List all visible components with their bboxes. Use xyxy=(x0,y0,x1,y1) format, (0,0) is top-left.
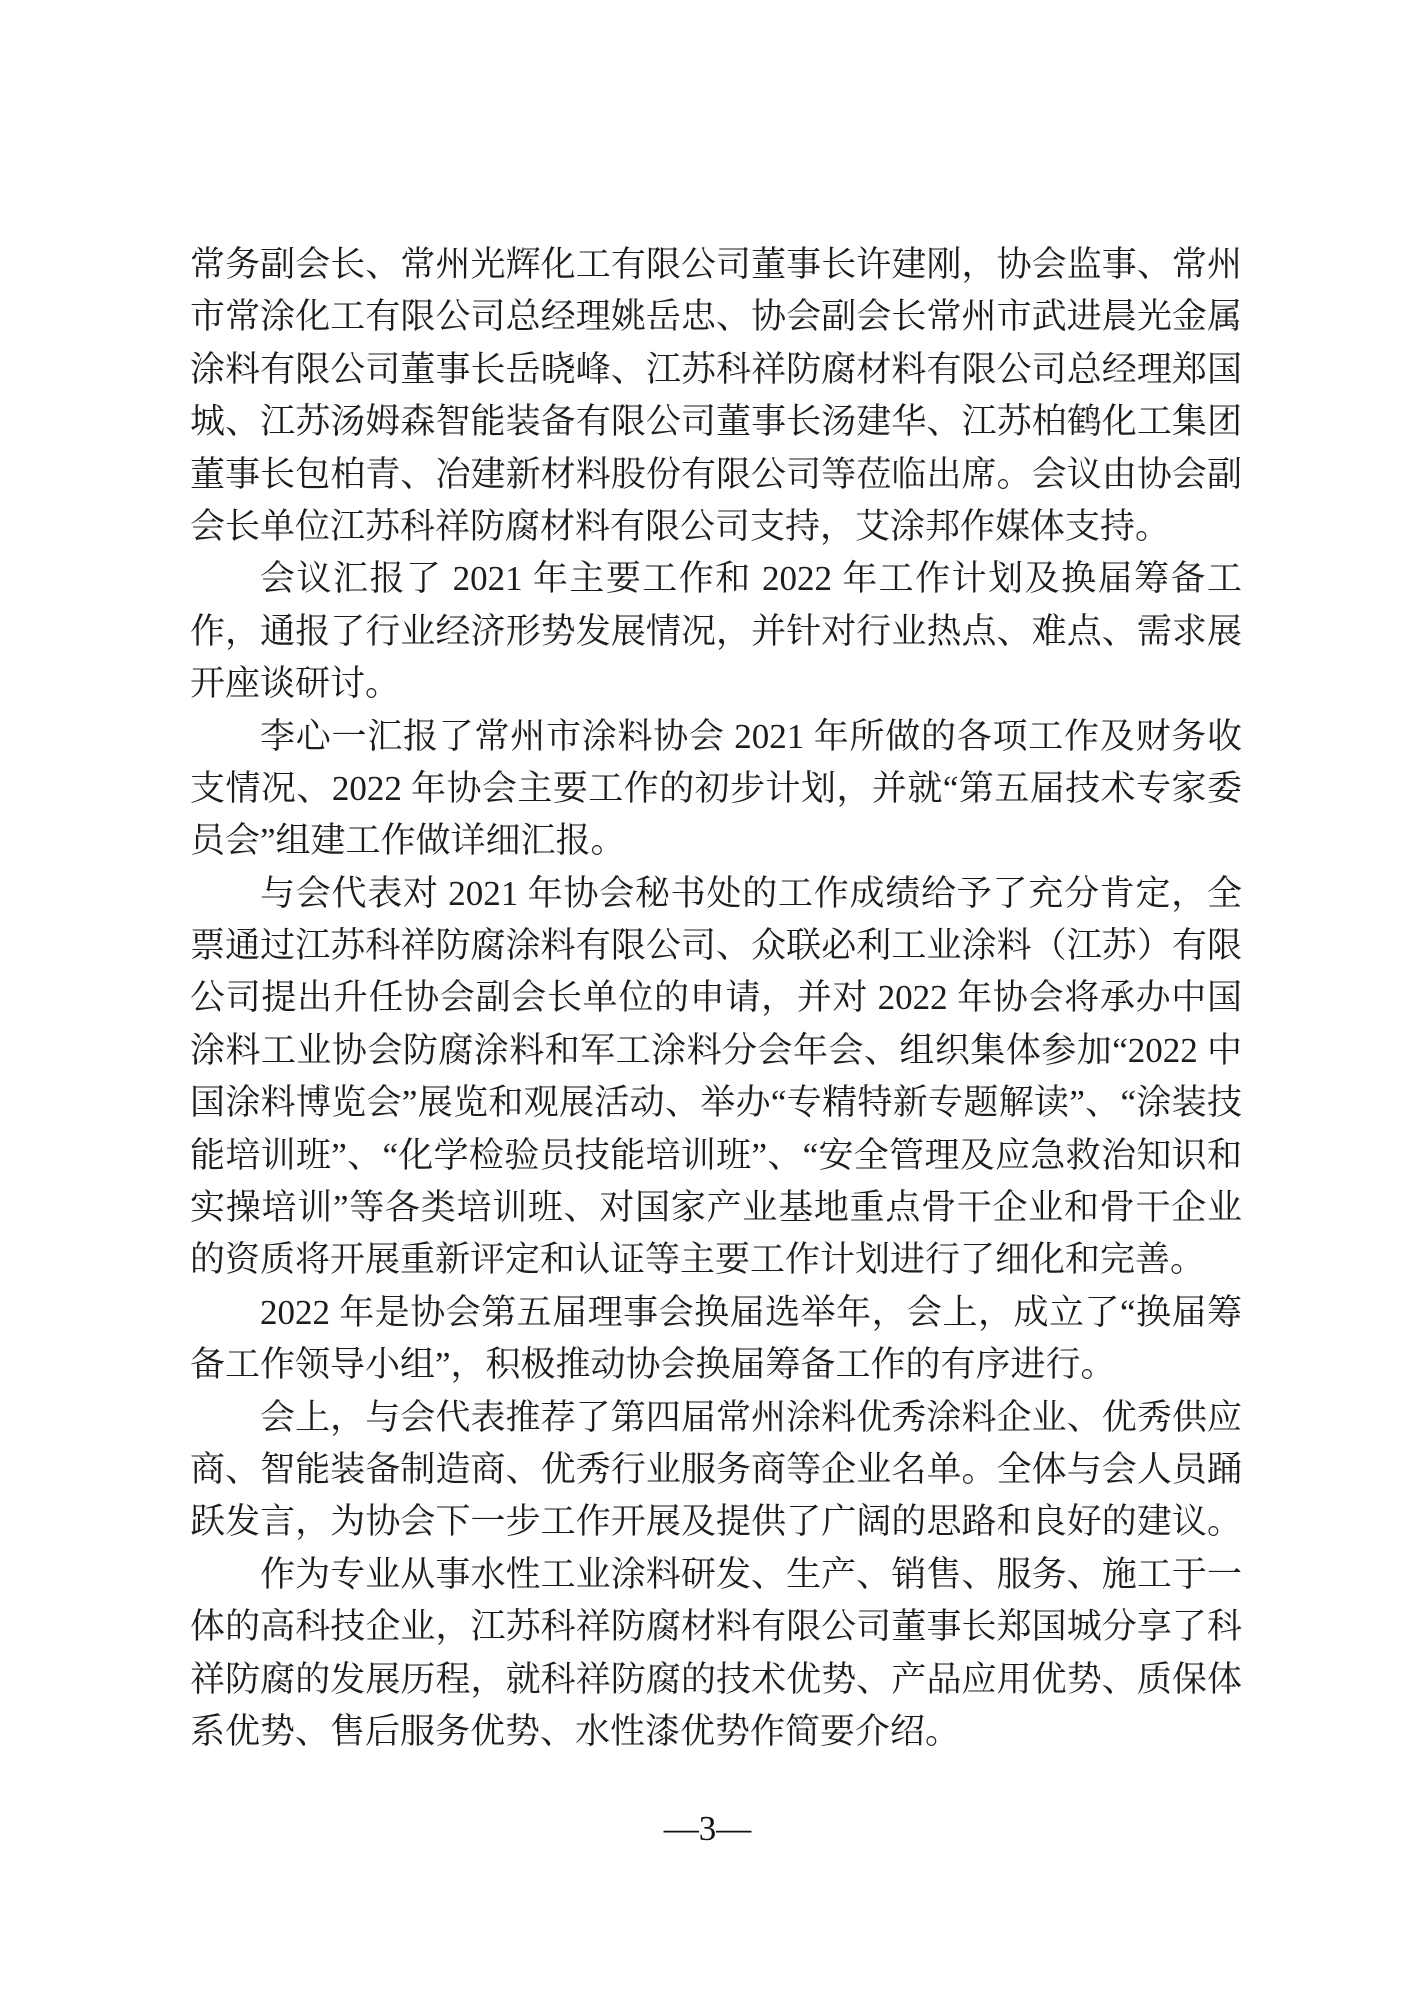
text-line: 会议汇报了 2021 年主要工作和 2022 年工作计划及换届筹备工 xyxy=(260,559,1242,599)
text-line: 常务副会长、常州光辉化工有限公司董事长许建刚，协会监事、常州 xyxy=(190,245,1242,284)
document-body xyxy=(190,239,1242,1758)
text-line: 祥防腐的发展历程，就科祥防腐的技术优势、产品应用优势、质保体 xyxy=(190,1659,1242,1699)
text-line: 市常涂化工有限公司总经理姚岳忠、协会副会长常州市武进晨光金属 xyxy=(190,297,1242,337)
text-line: 实操培训”等各类培训班、对国家产业基地重点骨干企业和骨干企业 xyxy=(190,1188,1242,1228)
text-line: 体的高科技企业，江苏科祥防腐材料有限公司董事长郑国城分享了科 xyxy=(190,1607,1242,1647)
text-line: 涂料有限公司董事长岳晓峰、江苏科祥防腐材料有限公司总经理郑国 xyxy=(190,349,1242,389)
text-line: 作为专业从事水性工业涂料研发、生产、销售、服务、施工于一 xyxy=(260,1554,1242,1594)
text-line: 涂料工业协会防腐涂料和军工涂料分会年会、组织集体参加“2022 中 xyxy=(190,1030,1242,1070)
text-line: 能培训班”、“化学检验员技能培训班”、“安全管理及应急救治知识和 xyxy=(190,1135,1242,1175)
text-line: 会长单位江苏科祥防腐材料有限公司支持，艾涂邦作媒体支持。 xyxy=(190,506,1171,546)
text-line: 李心一汇报了常州市涂料协会 2021 年所做的各项工作及财务收 xyxy=(260,716,1242,756)
text-line: 国涂料博览会”展览和观展活动、举办“专精特新专题解读”、“涂装技 xyxy=(190,1083,1242,1123)
text-line: 董事长包柏青、冶建新材料股份有限公司等莅临出席。会议由协会副 xyxy=(190,454,1242,494)
text-line: 作，通报了行业经济形势发展情况，并针对行业热点、难点、需求展 xyxy=(190,611,1242,651)
text-line: 备工作领导小组”，积极推动协会换届筹备工作的有序进行。 xyxy=(190,1345,1116,1385)
text-line: 会上，与会代表推荐了第四届常州涂料优秀涂料企业、优秀供应 xyxy=(260,1397,1242,1437)
text-line: 支情况、2022 年协会主要工作的初步计划，并就“第五届技术专家委 xyxy=(190,768,1242,808)
text-line: 系优势、售后服务优势、水性漆优势作简要介绍。 xyxy=(190,1711,961,1751)
text-line: 与会代表对 2021 年协会秘书处的工作成绩给予了充分肯定，全 xyxy=(260,873,1242,913)
text-line: 跃发言，为协会下一步工作开展及提供了广阔的思路和良好的建议。 xyxy=(190,1502,1242,1542)
text-line: 城、江苏汤姆森智能装备有限公司董事长汤建华、江苏柏鹤化工集团 xyxy=(190,402,1242,442)
text-line: 开座谈研讨。 xyxy=(190,664,401,704)
text-line: 2022 年是协会第五届理事会换届选举年，会上，成立了“换届筹 xyxy=(260,1292,1242,1332)
text-line: 票通过江苏科祥防腐涂料有限公司、众联必利工业涂料（江苏）有限 xyxy=(190,926,1242,966)
text-line: 的资质将开展重新评定和认证等主要工作计划进行了细化和完善。 xyxy=(190,1240,1206,1280)
text-line: 公司提出升任协会副会长单位的申请，并对 2022 年协会将承办中国 xyxy=(190,978,1242,1018)
page-number: —3— xyxy=(663,1809,752,1848)
text-line: 员会”组建工作做详细汇报。 xyxy=(190,821,626,861)
text-line: 商、智能装备制造商、优秀行业服务商等企业名单。全体与会人员踊 xyxy=(190,1449,1242,1489)
